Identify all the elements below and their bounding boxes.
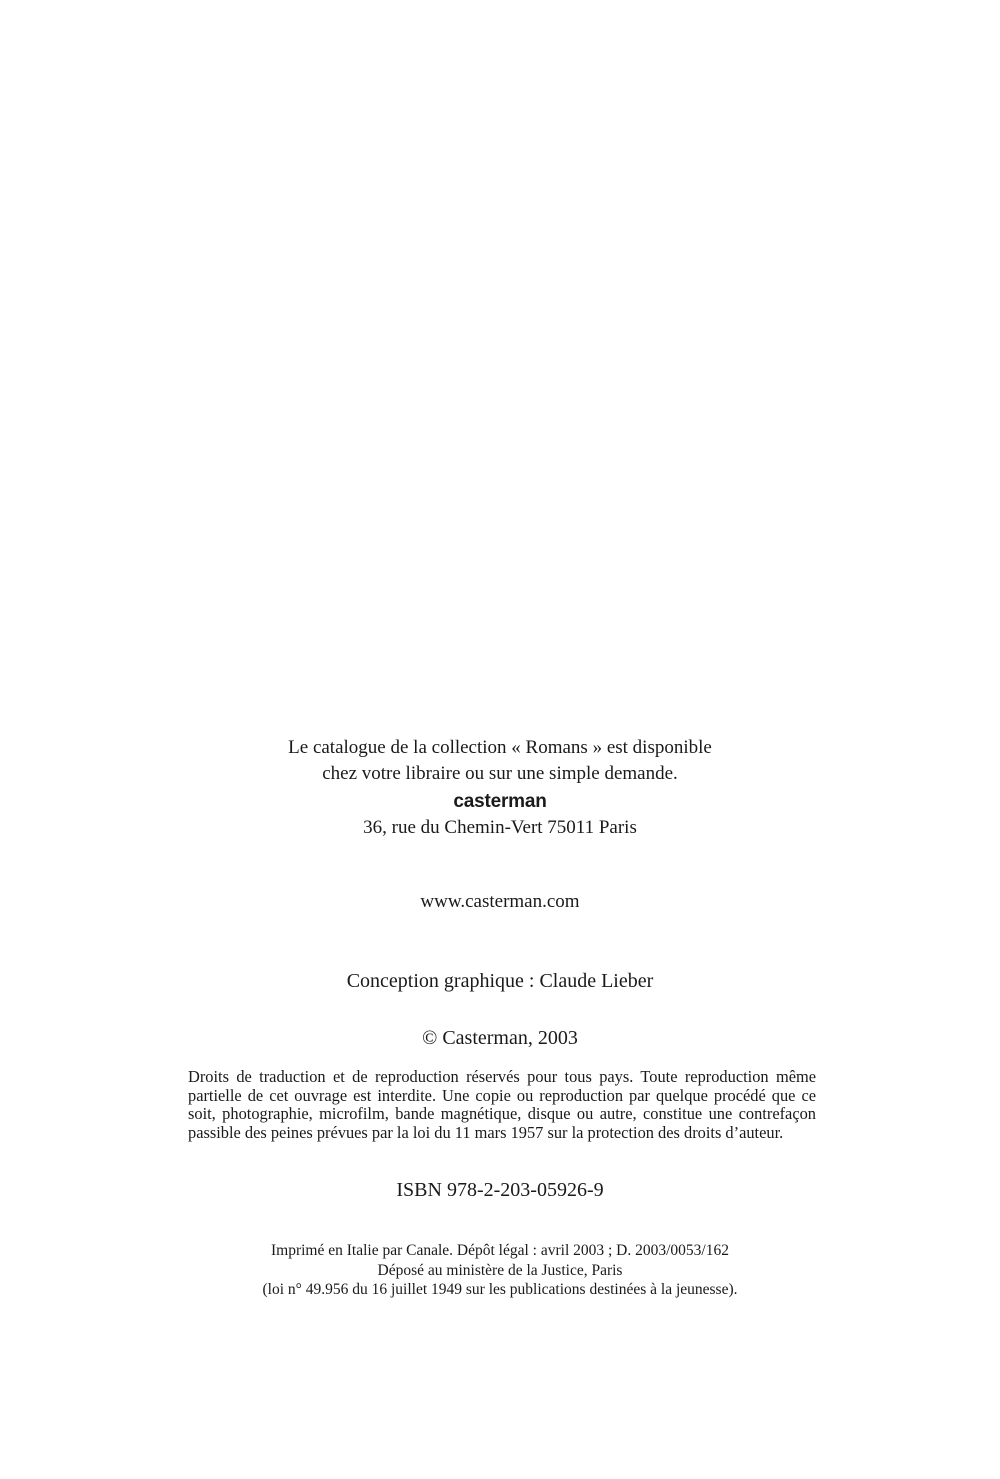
rights-paragraph: Droits de traduction et de reproduction réservés pour tous pays. Toute reproduction même partielle de cet ouvrage est interdite. Une copie ou reproduction par quelque procédé que ce soit, photographie, microfilm, bande magnétique, disque ou autre, constitue une contrefaçon passible des peines prévues par la loi du 11 mars 1957 sur la protection des droits d’auteur. bbox=[188, 1067, 816, 1142]
publisher-address: 36, rue du Chemin-Vert 75011 Paris bbox=[363, 817, 637, 838]
printing-legal-line-3: (loi n° 49.956 du 16 juillet 1949 sur les publications destinées à la jeunesse). bbox=[262, 1281, 738, 1298]
publisher-website: www.casterman.com bbox=[420, 891, 580, 912]
graphic-design-credit: Conception graphique : Claude Lieber bbox=[346, 970, 654, 992]
printing-legal-line-2: Déposé au ministère de la Justice, Paris bbox=[377, 1262, 623, 1279]
catalogue-line-2: chez votre libraire ou sur une simple demande. bbox=[322, 763, 678, 784]
copyright-notice: © Casterman, 2003 bbox=[422, 1027, 578, 1049]
printing-legal-line-1: Imprimé en Italie par Canale. Dépôt légal : avril 2003 ; D. 2003/0053/162 bbox=[271, 1242, 729, 1259]
catalogue-line-1: Le catalogue de la collection « Romans » est disponible bbox=[288, 737, 712, 758]
publisher-logo: casterman bbox=[453, 791, 547, 812]
isbn: ISBN 978-2-203-05926-9 bbox=[396, 1179, 604, 1201]
